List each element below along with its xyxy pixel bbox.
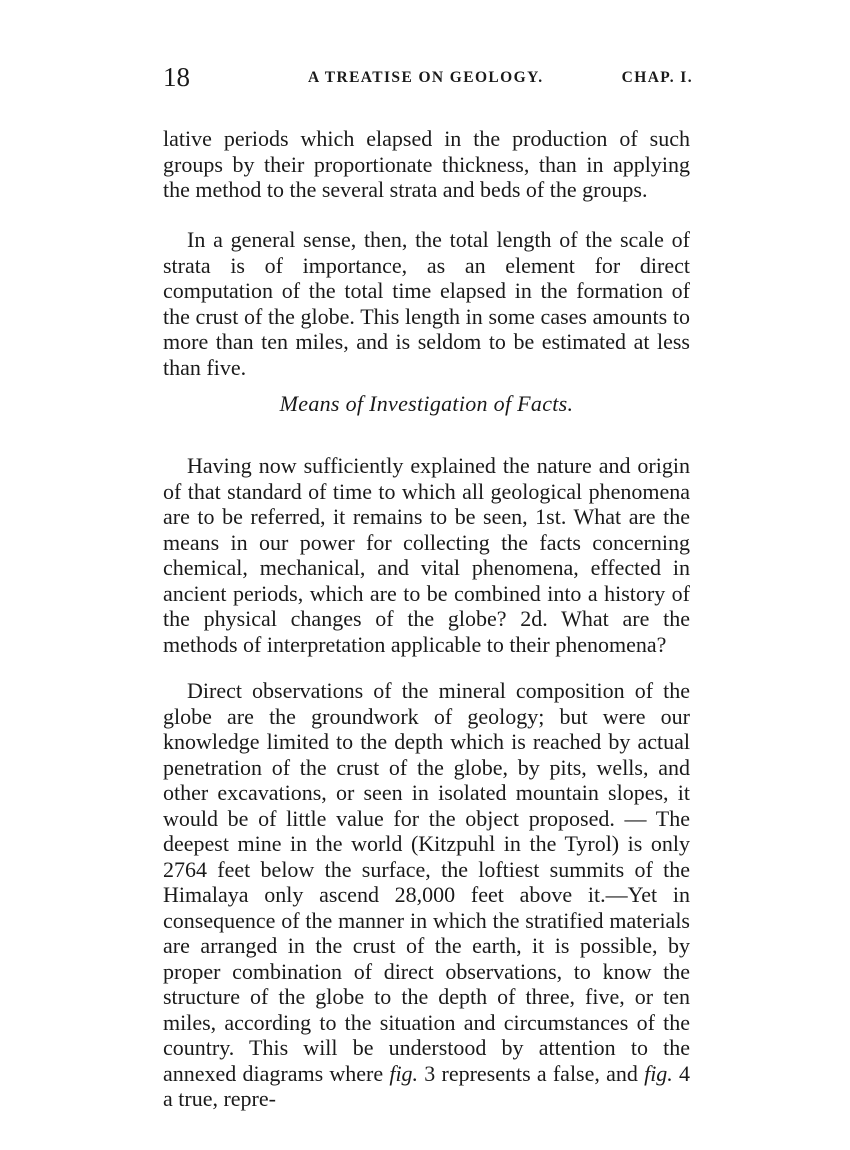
page-number: 18 xyxy=(163,62,190,92)
paragraph-text: 3 represents a false, and xyxy=(424,1060,638,1086)
section-heading: Means of Investigation of Facts. xyxy=(279,391,574,416)
running-title: A TREATISE ON GEOLOGY. xyxy=(308,69,544,86)
chapter-label: CHAP. I. xyxy=(621,69,693,86)
paragraph: lative periods which elapsed in the production of such groups by their proportionate thickness, than in applying the method to the several strata and beds of the groups. xyxy=(163,126,690,202)
figure-reference: fig. xyxy=(389,1060,419,1086)
paragraph-text: 4 a true, repre- xyxy=(163,1060,691,1111)
paragraph xyxy=(163,678,690,1112)
paragraph: In a general sense, then, the total length of the scale of strata is of importance, as an element for direct computation of the total time elapsed in the formation of the crust of the globe. This length in some cases amounts to more than ten miles, and is seldom to be estimated at less than five. xyxy=(163,227,690,380)
figure-reference: fig. xyxy=(644,1060,673,1086)
paragraph: Having now sufficiently explained the nature and origin of that standard of time to which all geological phenomena are to be referred, it remains to be seen, 1st. What are the means in our power for collecting the facts concerning chemical, mechanical, and vital phenomena, effected in ancient periods, which are to be combined into a history of the physical changes of the globe? 2d. What are the methods of interpretation applicable to their phenomena? xyxy=(163,453,690,657)
paragraph-text: Direct observations of the mineral composition of the globe are the groundwork of geology; but were our knowledge limited to the depth which is reached by actual penetration of the crust of the globe, by pits, wells, and other excavations, or seen in isolated mountain slopes, it would be of little value for the object proposed. — The deepest mine in the world (Kitzpuhl in the Tyrol) is only 2764 feet below the surface, the loftiest summits of the Himalaya only ascend 28,000 feet above it.—Yet in consequence of the manner in which the stratified materials are arranged in the crust of the earth, it is possible, by proper combination of direct observations, to know the structure of the globe to the depth of three, five, or ten miles, according to the situation and circumstances of the country. This will be understood by attention to the annexed diagrams where xyxy=(163,678,690,1086)
running-head xyxy=(163,60,693,94)
